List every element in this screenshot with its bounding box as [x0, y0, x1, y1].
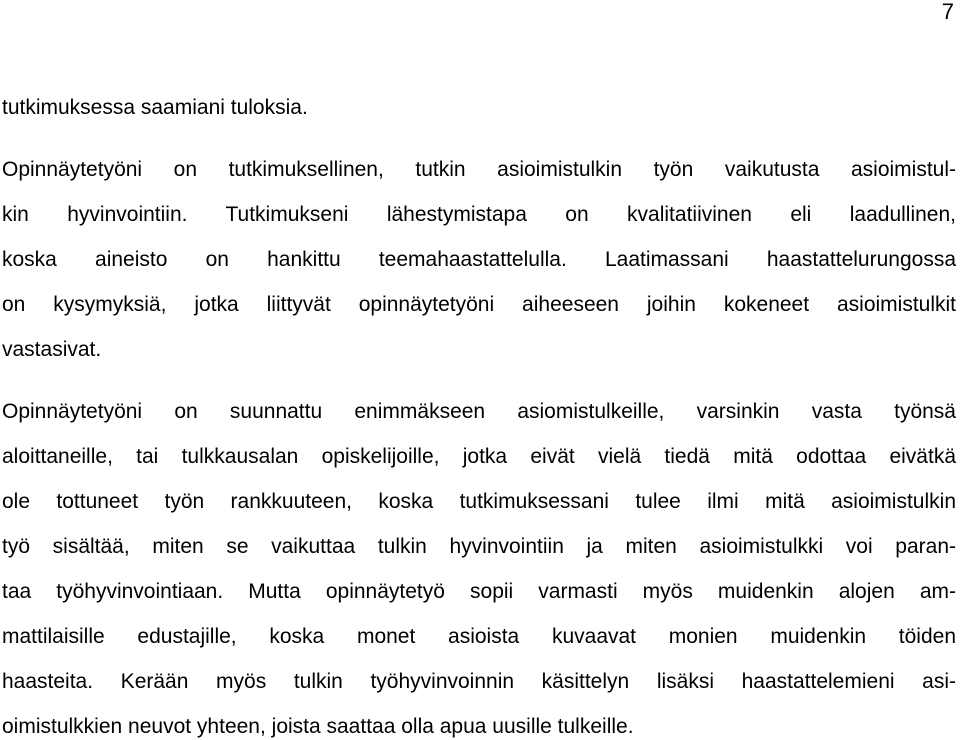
text-line: on kysymyksiä, jotka liittyvät opinnäytetyöni aiheeseen joihin kokeneet asioimistulkit	[2, 293, 956, 316]
text-line: ole tottuneet työn rankkuuteen, koska tutkimuksessani tulee ilmi mitä asioimistulkin	[2, 490, 956, 513]
text-line: aloittaneille, tai tulkkausalan opiskelijoille, jotka eivät vielä tiedä mitä odottaa eivätkä	[2, 445, 956, 468]
text-line: vastasivat.	[2, 338, 102, 361]
text-line: kin hyvinvointiin. Tutkimukseni lähestymistapa on kvalitatiivinen eli laadullinen,	[2, 203, 956, 226]
text-line: Opinnäytetyöni on tutkimuksellinen, tutkin asioimistulkin työn vaikutusta asioimistul-	[2, 158, 956, 181]
text-line: mattilaisille edustajille, koska monet asioista kuvaavat monien muidenkin töiden	[2, 625, 956, 648]
text-line: työ sisältää, miten se vaikuttaa tulkin hyvinvointiin ja miten asioimistulkki voi paran-	[2, 535, 956, 558]
text-line: Opinnäytetyöni on suunnattu enimmäkseen asiomistulkeille, varsinkin vasta työnsä	[2, 400, 956, 423]
text-line: oimistulkkien neuvot yhteen, joista saattaa olla apua uusille tulkeille.	[2, 715, 634, 738]
text-line: koska aineisto on hankittu teemahaastattelulla. Laatimassani haastattelurungossa	[2, 248, 956, 271]
text-line: haasteita. Kerään myös tulkin työhyvinvoinnin käsittelyn lisäksi haastattelemieni asi-	[2, 670, 956, 693]
text-line: taa työhyvinvointiaan. Mutta opinnäytetyö sopii varmasti myös muidenkin alojen am-	[2, 580, 956, 603]
page-number: 7	[941, 0, 954, 24]
text-line: tutkimuksessa saamiani tuloksia.	[2, 96, 308, 119]
